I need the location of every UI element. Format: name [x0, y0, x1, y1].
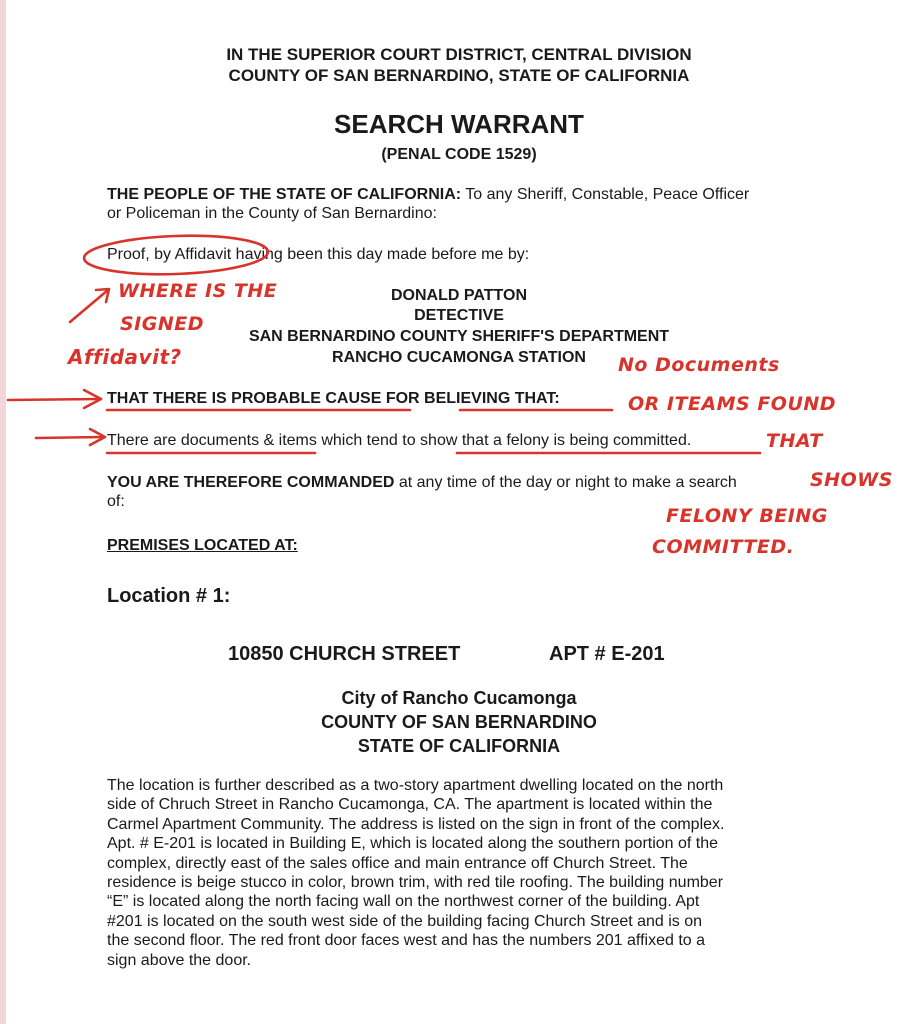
address-city: City of Rancho Cucamonga [341, 688, 577, 708]
court-header-line-1: IN THE SUPERIOR COURT DISTRICT, CENTRAL DIVISION [226, 45, 692, 64]
address-apt: APT # E-201 [549, 643, 665, 665]
description-line: #201 is located on the south west side of the building facing Church Street and is on [107, 912, 703, 930]
description-line: the second floor. The red front door faces west and has the numbers 201 affixed to a [107, 932, 706, 950]
handwritten-note-6: COMMITTED. [652, 536, 795, 558]
description-line: sign above the door. [107, 951, 252, 969]
address-county: COUNTY OF SAN BERNARDINO [321, 712, 597, 732]
premises-heading: PREMISES LOCATED AT: [107, 537, 298, 554]
handwritten-question-1: WHERE IS THE [118, 280, 278, 302]
handwritten-note-3: THAT [766, 430, 823, 452]
command-paragraph-line-2: of: [107, 493, 125, 510]
description-line: complex, directly east of the sales office and main entrance off Church Street. The [107, 854, 688, 872]
finding-arrow [36, 437, 104, 438]
affiant-station: RANCHO CUCAMONGA STATION [332, 349, 586, 366]
document-subtitle: (PENAL CODE 1529) [381, 146, 537, 163]
document-title: SEARCH WARRANT [334, 109, 584, 139]
description-line: “E” is located along the north facing wall on the northwest corner of the building. Apt [107, 893, 700, 911]
description-line: side of Chruch Street in Rancho Cucamonga, CA. The apartment is located within the [107, 796, 713, 814]
affiant-name: DONALD PATTON [391, 287, 527, 304]
people-paragraph [107, 185, 749, 204]
handwritten-question-2: SIGNED [120, 313, 205, 335]
handwritten-note-2: OR ITEAMS FOUND [628, 393, 837, 415]
command-text: at any time of the day or night to make a search [394, 474, 737, 491]
description-line: The location is further described as a two-story apartment dwelling located on the north [107, 777, 724, 794]
finding-statement: There are documents & items which tend to show that a felony is being committed. [107, 432, 692, 449]
people-paragraph-line-2: or Policeman in the County of San Bernardino: [107, 205, 437, 222]
description-line: Apt. # E-201 is located in Building E, which is located along the southern portion of the [107, 835, 719, 853]
handwritten-note-4: SHOWS [810, 469, 893, 491]
proof-affidavit-text: Proof, by Affidavit [107, 246, 232, 263]
affiant-rank: DETECTIVE [414, 307, 504, 324]
address-street: 10850 CHURCH STREET [228, 643, 461, 665]
command-paragraph [107, 473, 737, 492]
command-label: YOU ARE THEREFORE COMMANDED [107, 474, 395, 491]
proof-rest-text: having been this day made before me by: [231, 246, 530, 263]
proof-paragraph [107, 245, 529, 264]
handwritten-note-1: No Documents [618, 354, 780, 376]
description-line: residence is beige stucco in color, brown trim, with red tile roofing. The building number [107, 874, 724, 892]
address-state: STATE OF CALIFORNIA [357, 736, 561, 756]
probable-cause-arrow-head [84, 390, 101, 408]
handwritten-note-5: FELONY BEING [666, 505, 828, 527]
court-header-line-2: COUNTY OF SAN BERNARDINO, STATE OF CALIFORNIA [228, 66, 690, 85]
people-label: THE PEOPLE OF THE STATE OF CALIFORNIA: [107, 186, 462, 203]
description-line: Carmel Apartment Community. The address is listed on the sign in front of the complex. [107, 815, 725, 833]
location-description [107, 776, 807, 970]
probable-cause-statement: THAT THERE IS PROBABLE CAUSE FOR BELIEVING THAT: [107, 390, 560, 407]
affiant-department: SAN BERNARDINO COUNTY SHERIFF'S DEPARTMENT [248, 328, 670, 345]
finding-arrow-head [90, 429, 105, 445]
probable-cause-arrow [8, 399, 100, 400]
handwritten-question-3: Affidavit? [68, 345, 182, 369]
location-heading: Location # 1: [107, 585, 231, 607]
people-text: To any Sheriff, Constable, Peace Officer [461, 186, 750, 203]
